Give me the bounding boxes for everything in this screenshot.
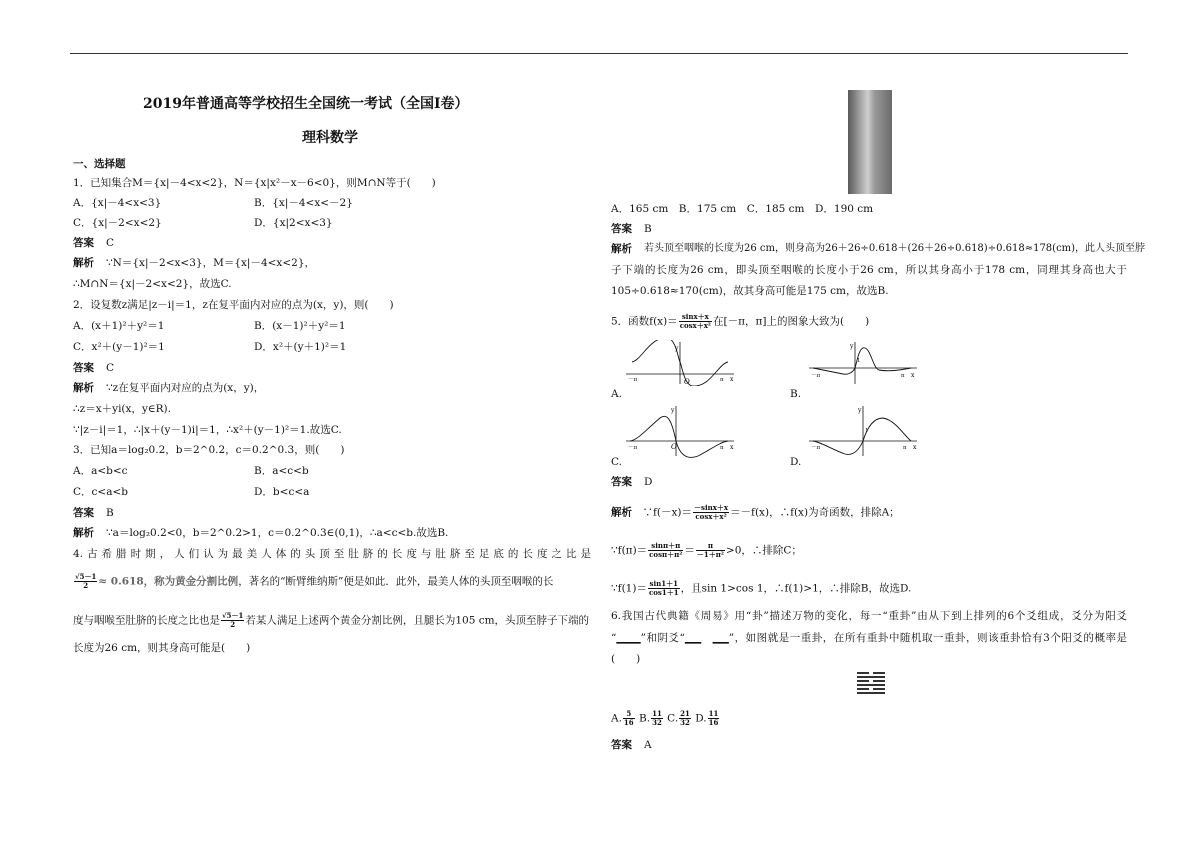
q4-line-2 <box>73 573 553 590</box>
graph-a-origin: O <box>684 378 690 386</box>
graph-option-c <box>624 404 736 458</box>
q4-answer-label: 答案 <box>611 223 632 235</box>
q1-analysis-1: ∵N＝{x|－2<x<3}，M＝{x|－4<x<2}， <box>106 257 316 269</box>
q3-option-c: C．c<a<b <box>73 486 128 498</box>
q2-option-b: B．(x－1)²＋y²＝1 <box>254 320 346 332</box>
q5-answer-label: 答案 <box>611 476 632 488</box>
header-rule <box>70 53 1128 54</box>
graph-d-x-label: x <box>913 444 917 451</box>
q4-analysis-3: 105÷0.618≈170(cm)，故其身高可能是175 cm，故选B. <box>611 285 889 297</box>
q2-answer: C <box>106 362 115 374</box>
graph-label-a: A. <box>611 388 622 400</box>
graph-label-b: B. <box>790 388 802 400</box>
q6-line-2: “▁▁▁”和阴爻“▁▁ ▁▁”，如图就是一重卦，在所有重卦中随机取一重卦，则该重卦恰有3个阳爻的概率是 <box>611 632 1127 644</box>
q2-option-d: D．x²＋(y＋1)²＝1 <box>254 341 347 353</box>
q2-option-a: A．(x＋1)²＋y²＝1 <box>73 320 165 332</box>
graph-b-one: 1 <box>857 358 861 364</box>
q5-analysis-3: ∵f(1)＝ $\frac{\sin 1+1}{\cos 1+1}$ ，且sin 1>cos 1，∴f(1)>1，∴排除B，故选D. <box>611 579 912 597</box>
golden-ratio-approx: ≈ 0.618，称为黄金分割比例 <box>98 575 239 588</box>
q1-analysis-label: 解析 <box>73 257 94 269</box>
q3-option-d: D．b<c<a <box>254 486 310 498</box>
q3-answer-label: 答案 <box>73 507 94 519</box>
q5-stem: 5．函数f(x)＝ $\frac{\sin x+x}{\text{cosx＋x²}}$ 在[－π，π]上的图象大致为( ) <box>611 312 870 330</box>
q1-option-a: A．{x|－4<x<3} <box>73 197 162 209</box>
q1-option-b: B．{x|－4<x<－2} <box>254 197 353 209</box>
q5-analysis-2: ∵f(π)＝ $\frac{\sin\pi+\pi}{\text{cosπ＋π²}}$ ＝ $\frac{\pi}{\text{－1＋π²}}$ >0，∴排除C； <box>611 541 802 559</box>
graph-c-y-label: y <box>671 407 675 414</box>
q6-answer: A <box>644 739 652 751</box>
q3-option-a: A．a<b<c <box>73 465 128 477</box>
q1-option-c: C．{x|－2<x<2} <box>73 217 162 229</box>
graph-a-neg-pi: －π <box>628 377 638 383</box>
q6-answer-label: 答案 <box>611 739 632 751</box>
q3-option-b: B．a<c<b <box>254 465 309 477</box>
graph-a-pi: π <box>720 377 724 383</box>
graph-a-y-label: y <box>675 345 679 352</box>
graph-a-x-label: x <box>730 376 734 383</box>
graph-b-y-label: y <box>850 343 854 350</box>
graph-option-b <box>807 340 919 386</box>
q1-answer-label: 答案 <box>73 237 94 249</box>
graph-d-pi: π <box>903 445 907 451</box>
q3-answer: B <box>106 507 114 519</box>
q4-line-1: 4.古希腊时期，人们认为最美人体的头顶至肚脐的长度与肚脐至足底的长度之比是 <box>73 548 591 560</box>
exam-title: 2019年普通高等学校招生全国统一考试（全国Ⅰ卷） <box>143 96 469 112</box>
q6-line-1: 6.我国古代典籍《周易》用“卦”描述万物的变化，每一“重卦”由从下到上排列的6个爻组成，爻分为阳爻 <box>611 610 1127 622</box>
q3-analysis-1: ∵a＝log₂0.2<0，b＝2^0.2>1，c＝0.2^0.3∈(0,1)，∴a<c<b.故选B. <box>106 527 449 539</box>
graph-c-origin: O <box>671 443 677 451</box>
graph-b-neg-pi: －π <box>811 373 821 379</box>
graph-d-neg-pi: －π <box>811 445 821 451</box>
q5-analysis-1: 解析 ∵f(－x)＝ $\frac{-\sin x+x}{\text{cosx＋x²}}$ ＝－f(x)，∴f(x)为奇函数，排除A； <box>611 503 900 521</box>
q4-line-2-rest: ，著名的“断臂维纳斯”便是如此．此外，最美人体的头顶至咽喉的长 <box>238 575 554 588</box>
graph-d-y-label: y <box>858 407 862 414</box>
q3-analysis-label: 解析 <box>73 527 94 539</box>
q2-analysis-label: 解析 <box>73 382 94 394</box>
q4-options: A．165 cm B．175 cm C．185 cm D．190 cm <box>611 203 874 215</box>
q4-line-3: 度与咽喉至肚脐的长度之比也是 $\frac{√5-1}{2}$ 若某人满足上述两个黄金分割比例，且腿长为105 cm，头顶至脖子下端的 <box>73 611 590 629</box>
q4-analysis-1: 若头顶至咽喉的长度为26 cm，则身高为26＋26÷0.618＋(26＋26÷0.618)÷0.618≈178(cm)，此人头顶至脖 <box>644 243 1146 254</box>
q1-option-d: D．{x|2<x<3} <box>254 217 333 229</box>
graph-option-d <box>807 404 919 458</box>
graph-label-d: D. <box>790 456 802 468</box>
q2-stem: 2．设复数z满足|z－i|＝1，z在复平面内对应的点为(x，y)，则( ) <box>73 299 394 311</box>
q4-analysis-label: 解析 <box>611 243 632 255</box>
graph-b-x-label: x <box>911 372 915 379</box>
exam-subtitle: 理科数学 <box>302 130 358 146</box>
graph-d-one: 1 <box>865 428 869 434</box>
section-heading: 一、选择题 <box>73 158 126 170</box>
golden-ratio-fraction-2: $\frac{√5-1}{2}$ <box>222 611 244 629</box>
q1-answer: C <box>106 237 115 249</box>
q6-line-3: ( ) <box>611 653 641 665</box>
graph-b-pi: π <box>901 373 905 379</box>
graph-c-neg-pi: －π <box>628 445 638 451</box>
q5-answer: D <box>644 476 653 488</box>
q6-options: A. $\frac{5}{16}$ B. $\frac{11}{32}$ C. $\frac{21}{32}$ D. $\frac{11}{16}$ <box>611 709 719 727</box>
venus-statue-image <box>848 90 892 194</box>
golden-ratio-fraction: $\frac{√5-1}{2}$ <box>75 572 97 590</box>
q2-answer-label: 答案 <box>73 362 94 374</box>
q1-analysis-2: ∴M∩N＝{x|－2<x<2}，故选C. <box>73 278 232 290</box>
q1-stem: 1．已知集合M＝{x|－4<x<2}，N＝{x|x²－x－6<0}，则M∩N等于( ) <box>73 177 436 189</box>
q4-analysis-2: 子下端的长度为26 cm，即头顶至咽喉的长度小于26 cm，所以其身高小于178 cm，同理其身高也大于 <box>611 264 1127 276</box>
q3-stem: 3．已知a＝log₂0.2，b＝2^0.2，c＝0.2^0.3，则( ) <box>73 444 345 456</box>
graph-c-pi: π <box>720 445 724 451</box>
q4-line-4: 长度为26 cm，则其身高可能是( ) <box>73 642 251 654</box>
hexagram-figure <box>857 672 885 696</box>
q4-answer: B <box>644 223 652 235</box>
q2-analysis-3: ∵|z－i|＝1，∴|x＋(y－1)i|＝1，∴x²＋(y－1)²＝1.故选C. <box>73 424 342 436</box>
q2-option-c: C．x²＋(y－1)²＝1 <box>73 341 165 353</box>
q5-function-fraction: $\frac{\sin x+x}{\text{cosx＋x²}}$ <box>679 312 711 330</box>
graph-option-a <box>624 340 736 386</box>
q2-analysis-2: ∴z＝x＋yi(x，y∈R). <box>73 403 171 415</box>
graph-c-x-label: x <box>730 444 734 451</box>
graph-label-c: C. <box>611 456 622 468</box>
q2-analysis-1: ∵z在复平面内对应的点为(x，y)， <box>106 382 265 394</box>
